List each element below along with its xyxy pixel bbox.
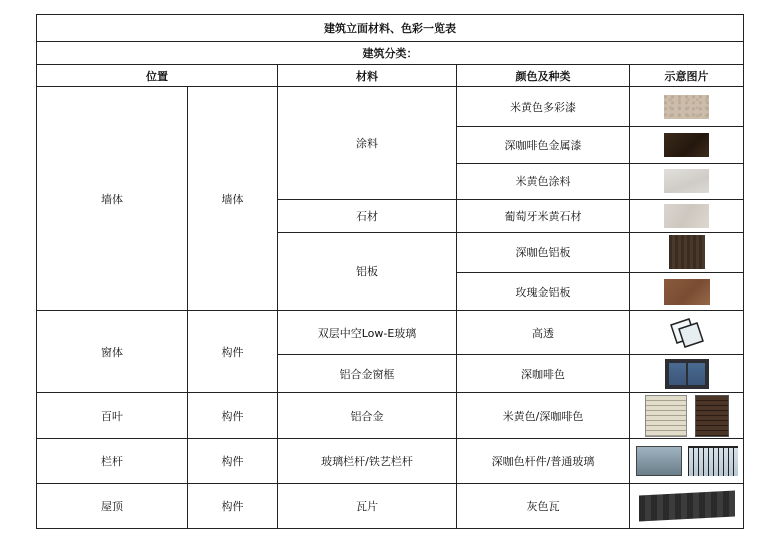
material-stone: 石材: [278, 199, 457, 232]
color-cell: 深咖啡色: [457, 355, 630, 393]
position-window: 窗体: [37, 311, 188, 393]
iron-railing-photo-icon: [688, 446, 738, 476]
material-railing: 玻璃栏杆/铁艺栏杆: [278, 438, 457, 483]
material-color-table: [36, 14, 744, 529]
material-louver: 铝合金: [278, 393, 457, 438]
image-cell: [630, 232, 744, 272]
category-roof: 构件: [188, 483, 278, 528]
position-roof: 屋顶: [37, 483, 188, 528]
color-cell: 葡萄牙米黄石材: [457, 199, 630, 232]
category-window: 构件: [188, 311, 278, 393]
header-color: 颜色及种类: [457, 65, 630, 87]
window-frame-photo-icon: [665, 359, 709, 389]
color-cell: 米黄色/深咖啡色: [457, 393, 630, 438]
category-railing: 构件: [188, 438, 278, 483]
beige-multicolor-paint-swatch-icon: [664, 95, 709, 119]
image-cell: [630, 199, 744, 232]
category-louver: 构件: [188, 393, 278, 438]
color-cell: 米黄色多彩漆: [457, 87, 630, 127]
material-coating: 涂料: [278, 87, 457, 199]
dark-louver-photo-icon: [695, 395, 729, 437]
header-image: 示意图片: [630, 65, 744, 87]
dark-coffee-aluminum-swatch-icon: [669, 235, 705, 269]
color-cell: 高透: [457, 311, 630, 355]
image-cell: [630, 163, 744, 199]
color-cell: 深咖色杆件/普通玻璃: [457, 438, 630, 483]
glass-railing-photo-icon: [636, 446, 682, 476]
color-cell: 深咖色铝板: [457, 232, 630, 272]
color-cell: 深咖啡色金属漆: [457, 127, 630, 163]
dark-coffee-metallic-paint-swatch-icon: [664, 133, 709, 157]
color-cell: 米黄色涂料: [457, 163, 630, 199]
rose-gold-aluminum-swatch-icon: [664, 279, 710, 305]
position-railing: 栏杆: [37, 438, 188, 483]
category-wall: 墙体: [188, 87, 278, 311]
table-subtitle: 建筑分类：: [37, 42, 744, 65]
beige-louver-photo-icon: [645, 395, 687, 437]
beige-paint-swatch-icon: [664, 169, 709, 193]
beige-stone-swatch-icon: [664, 204, 709, 228]
image-cell: [630, 355, 744, 393]
header-material: 材料: [278, 65, 457, 87]
material-glass: 双层中空Low-E玻璃: [278, 311, 457, 355]
glass-pane-icon: [667, 317, 707, 349]
material-aluminum: 铝板: [278, 232, 457, 310]
material-window-frame: 铝合金窗框: [278, 355, 457, 393]
table-title: 建筑立面材料、色彩一览表: [37, 15, 744, 42]
position-louver: 百叶: [37, 393, 188, 438]
color-cell: 灰色瓦: [457, 483, 630, 528]
image-cell: [630, 483, 744, 528]
header-position: 位置: [37, 65, 278, 87]
material-roof: 瓦片: [278, 483, 457, 528]
gray-roof-tile-photo-icon: [639, 490, 735, 521]
image-cell: [630, 87, 744, 127]
color-cell: 玫瑰金铝板: [457, 272, 630, 310]
image-cell: [630, 311, 744, 355]
image-cell: [630, 272, 744, 310]
image-cell: [630, 127, 744, 163]
image-cell: [630, 393, 744, 438]
image-cell: [630, 438, 744, 483]
position-wall: 墙体: [37, 87, 188, 311]
